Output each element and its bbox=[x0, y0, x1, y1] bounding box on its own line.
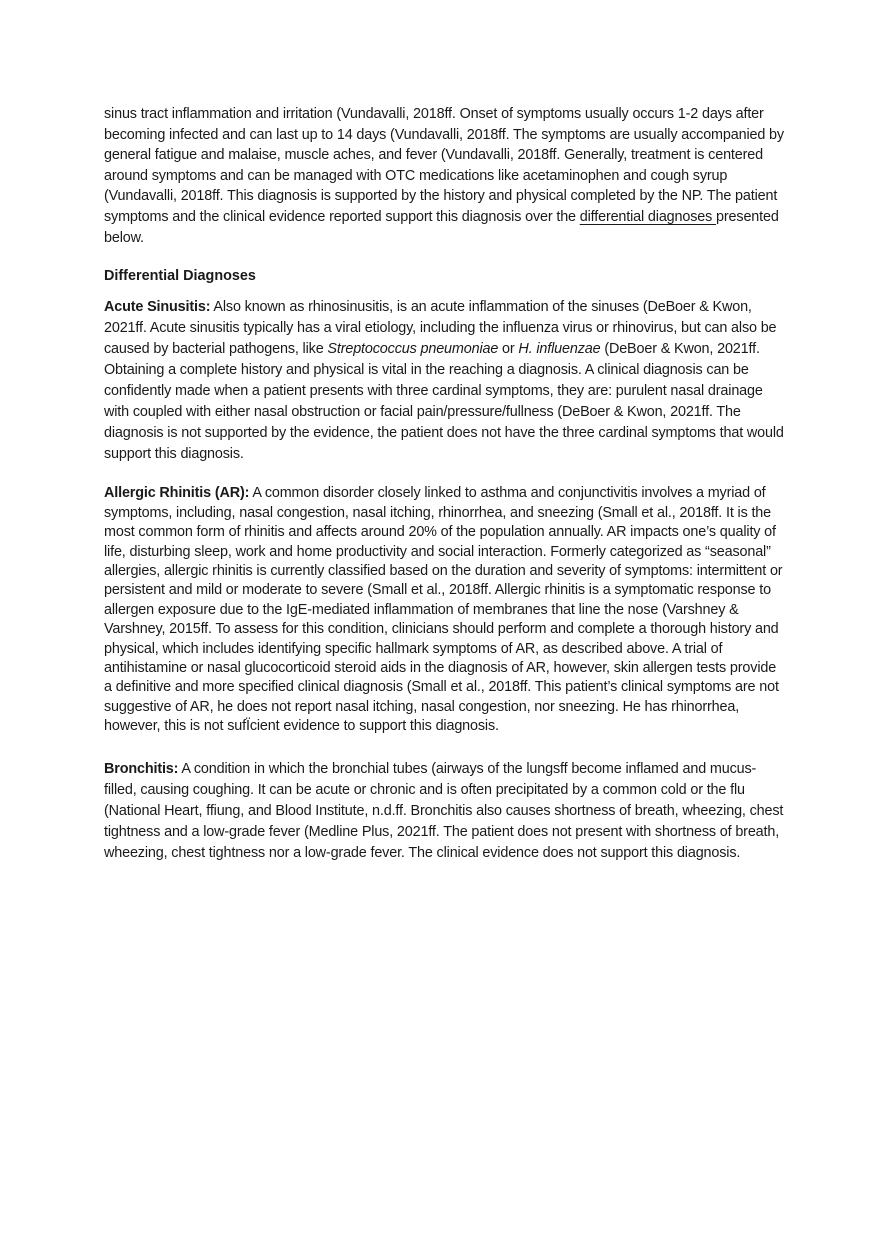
bronchitis-term: Bronchitis: bbox=[104, 760, 179, 777]
acute-sinusitis-text-1: Also known as rhinosinusitis, is an acute inflammation of the sinuses (DeBoer & Kwon, 2021ff. Acute sinusitis typically has a viral etiology, including the influenza virus or rhinovirus, but can also be caused by bacterial pathogens, like bbox=[104, 299, 777, 357]
acute-sinusitis-term: Acute Sinusitis: bbox=[104, 299, 211, 316]
intro-text: sinus tract inflammation and irritation (Vundavalli, 2018ff. Onset of symptoms usually occurs 1-2 days after becoming infected and can last up to 14 days (Vundavalli, 2018ff. The symptoms are usually accompanied by general fatigue and malaise, muscle aches, and fever (Vundavalli, 2018ff. Generally, treatment is centered around symptoms and can be managed with OTC medications like acetaminophen and cough syrup (Vundavalli, 2018ff. This diagnosis is supported by the history and physical completed by the NP. The patient symptoms and the clinical evidence reported support this diagnosis over the bbox=[104, 106, 784, 225]
intro-paragraph bbox=[104, 104, 784, 248]
acute-sinusitis-text-2: or bbox=[498, 340, 519, 357]
bronchitis-paragraph bbox=[104, 759, 784, 864]
allergic-rhinitis-term: Allergic Rhinitis (AR): bbox=[104, 485, 250, 502]
allergic-rhinitis-paragraph bbox=[104, 484, 784, 736]
acute-sinusitis-paragraph bbox=[104, 297, 784, 464]
document-page bbox=[104, 104, 784, 864]
differential-diagnoses-link-text: differential diagnoses bbox=[579, 208, 717, 225]
bronchitis-text: A condition in which the bronchial tubes (airways of the lungsff become inflamed and mucus-filled, causing coughing. It can be acute or chronic and is often precipitated by a common cold or the flu (National Heart, ffiung, and Blood Institute, n.d.ff. Bronchitis also causes shortness of breath, wheezing, chest tightness and a low-grade fever (Medline Plus, 2021ff. The patient does not present with shortness of breath, wheezing, chest tightness nor a low-grade fever. The clinical evidence does not support this diagnosis. bbox=[104, 760, 784, 861]
intro-tail: presented below. bbox=[104, 208, 779, 246]
streptococcus-name: Streptococcus pneumoniae bbox=[327, 340, 499, 357]
h-influenzae-name: H. influenzae bbox=[518, 340, 601, 357]
allergic-rhinitis-text: A common disorder closely linked to asthma and conjunctivitis involves a myriad of symptoms, including, nasal congestion, nasal itching, rhinorrhea, and sneezing (Small et al., 2018ff. It is the most common form of rhinitis and affects around 20% of the population annually. AR impacts one’s quality of life, disturbing sleep, work and home productivity and social interaction. Formerly categorized as “seasonal” allergies, allergic rhinitis is currently classified based on the duration and severity of symptoms: intermittent or persistent and mild or moderate to severe (Small et al., 2018ff. Allergic rhinitis is a symptomatic response to allergen exposure due to the IgE-mediated inflammation of membranes that line the nose (Varshney & Varshney, 2015ff. To assess for this condition, clinicians should perform and complete a thorough history and physical, which includes identifying specific hallmark symptoms of AR, as described above. A trial of antihistamine or nasal glucocorticoid steroid aids in the diagnosis of AR, however, skin allergen tests provide a definitive and more specified clinical diagnosis (Small et al., 2018ff. This patient’s clinical symptoms are not suggestive of AR, he does not report nasal itching, nasal congestion, nor sneezing. He has rhinorrhea, however, this is not sufÏcient evidence to support this diagnosis. bbox=[104, 485, 783, 735]
acute-sinusitis-text-3: (DeBoer & Kwon, 2021ff. Obtaining a complete history and physical is vital in the reaching a diagnosis. A clinical diagnosis can be confidently made when a patient presents with three cardinal symptoms, they are: purulent nasal drainage with coupled with either nasal obstruction or facial pain/pressure/fullness (DeBoer & Kwon, 2021ff. The diagnosis is not supported by the evidence, the patient does not have the three cardinal symptoms that would support this diagnosis. bbox=[104, 340, 784, 462]
differential-diagnoses-heading: Differential Diagnoses bbox=[104, 268, 256, 285]
